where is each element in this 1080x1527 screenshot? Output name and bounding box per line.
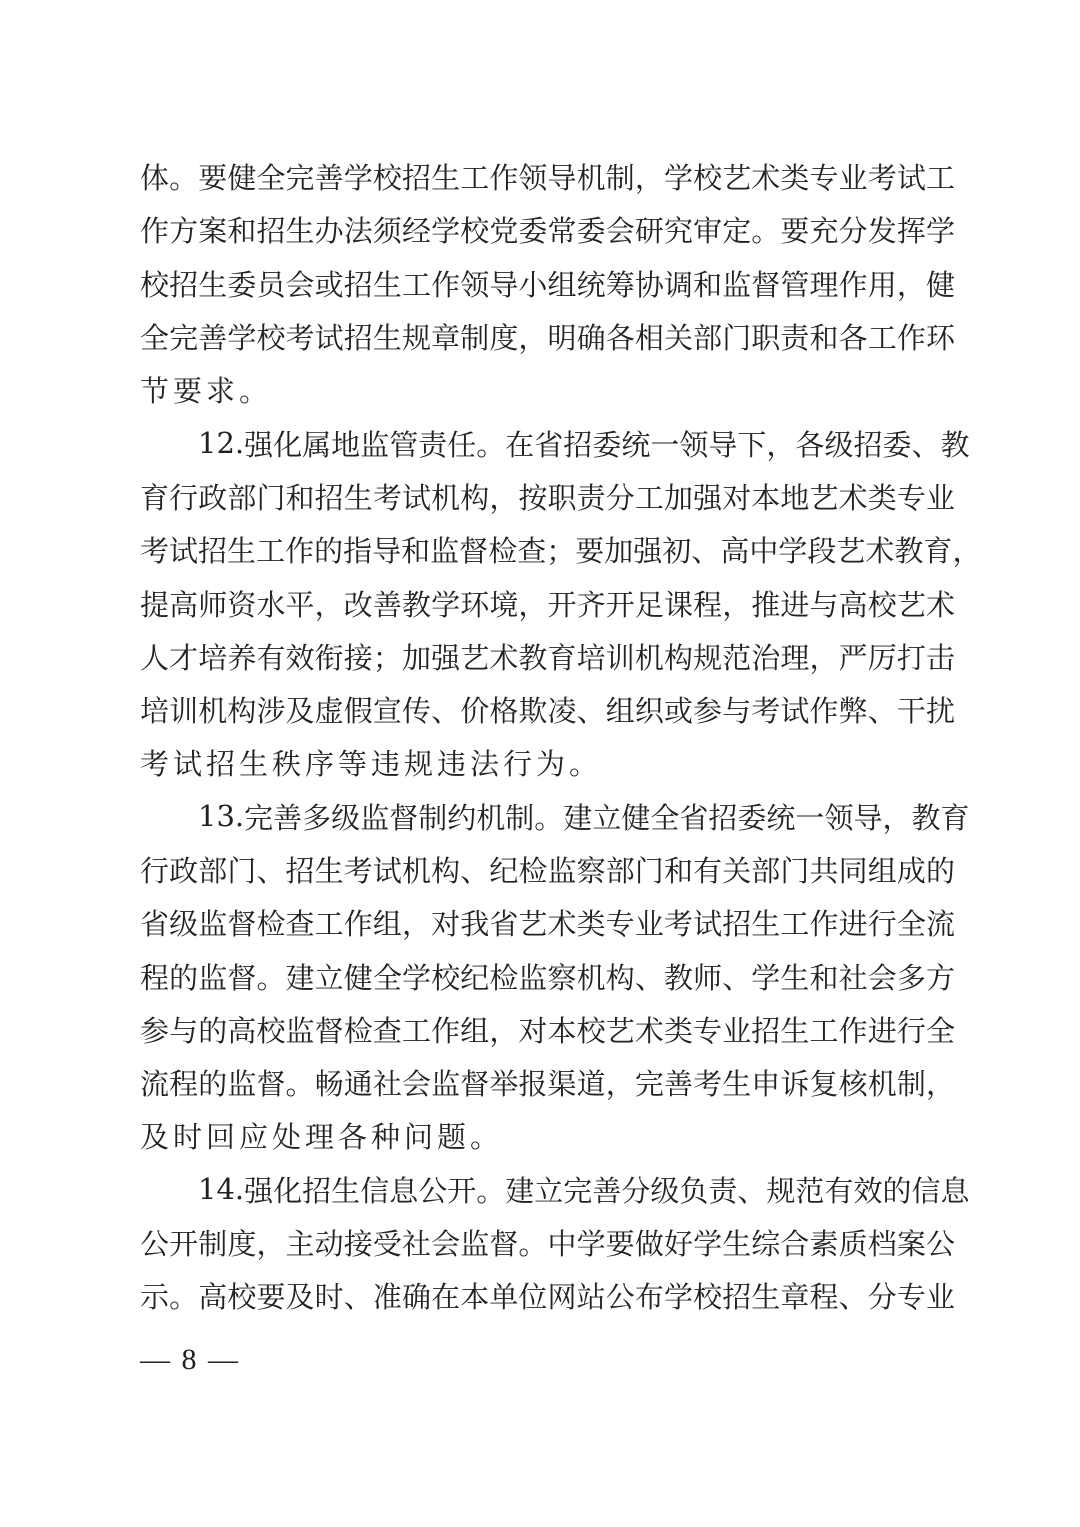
text-line: 流 程 的 监 督 。 畅 通 社 会 监 督 举 报 渠 道 ， 完 善 考 生 申 诉 复 核 机 制 ， xyxy=(140,1067,955,1102)
text-line: 12. 强 化 属 地 监 管 责 任 。 在 省 招 委 统 一 领 导 下 ， 各 级 招 委 、 教 xyxy=(198,426,970,462)
text-line: 程 的 监 督 。 建 立 健 全 学 校 纪 检 监 察 机 构 、 教 师 、 学 生 和 社 会 多 方 xyxy=(140,960,955,995)
text-line: 人 才 培 养 有 效 衔 接 ； 加 强 艺 术 教 育 培 训 机 构 规 范 治 理 ， 严 厉 打 击 xyxy=(140,640,955,675)
text-line: 行 政 部 门 、 招 生 考 试 机 构 、 纪 检 监 察 部 门 和 有 关 部 门 共 同 组 成 的 xyxy=(140,854,955,888)
text-line: 公 开 制 度 ， 主 动 接 受 社 会 监 督 。 中 学 要 做 好 学 生 综 合 素 质 档 案 公 xyxy=(140,1227,955,1262)
text-line: 作 方 案 和 招 生 办 法 须 经 学 校 党 委 常 委 会 研 究 审 定 。 要 充 分 发 挥 学 xyxy=(140,214,955,249)
text-line: 节要求。 xyxy=(140,374,273,409)
text-line: 省 级 监 督 检 查 工 作 组 ， 对 我 省 艺 术 类 专 业 考 试 招 生 工 作 进 行 全 流 xyxy=(140,907,955,942)
text-line: 全 完 善 学 校 考 试 招 生 规 章 制 度 ， 明 确 各 相 关 部 门 职 责 和 各 工 作 环 xyxy=(140,321,955,356)
text-line: 及时回应处理各种问题。 xyxy=(140,1120,504,1155)
text-line: 育 行 政 部 门 和 招 生 考 试 机 构 ， 按 职 责 分 工 加 强 对 本 地 艺 术 类 专 业 xyxy=(140,480,955,515)
text-line: 考试招生秩序等违规违法行为。 xyxy=(140,747,603,782)
text-line: 示 。 高 校 要 及 时 、 准 确 在 本 单 位 网 站 公 布 学 校 招 生 章 程 、 分 专 业 xyxy=(140,1280,955,1315)
text-line: 体 。 要 健 全 完 善 学 校 招 生 工 作 领 导 机 制 ， 学 校 艺 术 类 专 业 考 试 工 xyxy=(140,161,955,196)
text-line: 14. 强 化 招 生 信 息 公 开 。 建 立 完 善 分 级 负 责 、 规 范 有 效 的 信 息 xyxy=(198,1172,970,1208)
text-line: 校 招 生 委 员 会 或 招 生 工 作 领 导 小 组 统 筹 协 调 和 监 督 管 理 作 用 ， 健 xyxy=(140,267,955,302)
text-line: 考 试 招 生 工 作 的 指 导 和 监 督 检 查 ； 要 加 强 初 、 高 中 学 段 艺 术 教 育 ， xyxy=(140,534,982,569)
text-line: 参 与 的 高 校 监 督 检 查 工 作 组 ， 对 本 校 艺 术 类 专 业 招 生 工 作 进 行 全 xyxy=(140,1013,955,1048)
text-line: 培 训 机 构 涉 及 虚 假 宣 传 、 价 格 欺 凌 、 组 织 或 参 与 考 试 作 弊 、 干 扰 xyxy=(140,694,955,729)
text-line: 13. 完 善 多 级 监 督 制 约 机 制 。 建 立 健 全 省 招 委 统 一 领 导 ， 教 育 xyxy=(198,799,970,835)
text-line: 提 高 师 资 水 平 ， 改 善 教 学 环 境 ， 开 齐 开 足 课 程 ， 推 进 与 高 校 艺 术 xyxy=(140,587,955,622)
document-body xyxy=(140,150,982,1323)
page-number: — 8 — xyxy=(140,1343,240,1376)
